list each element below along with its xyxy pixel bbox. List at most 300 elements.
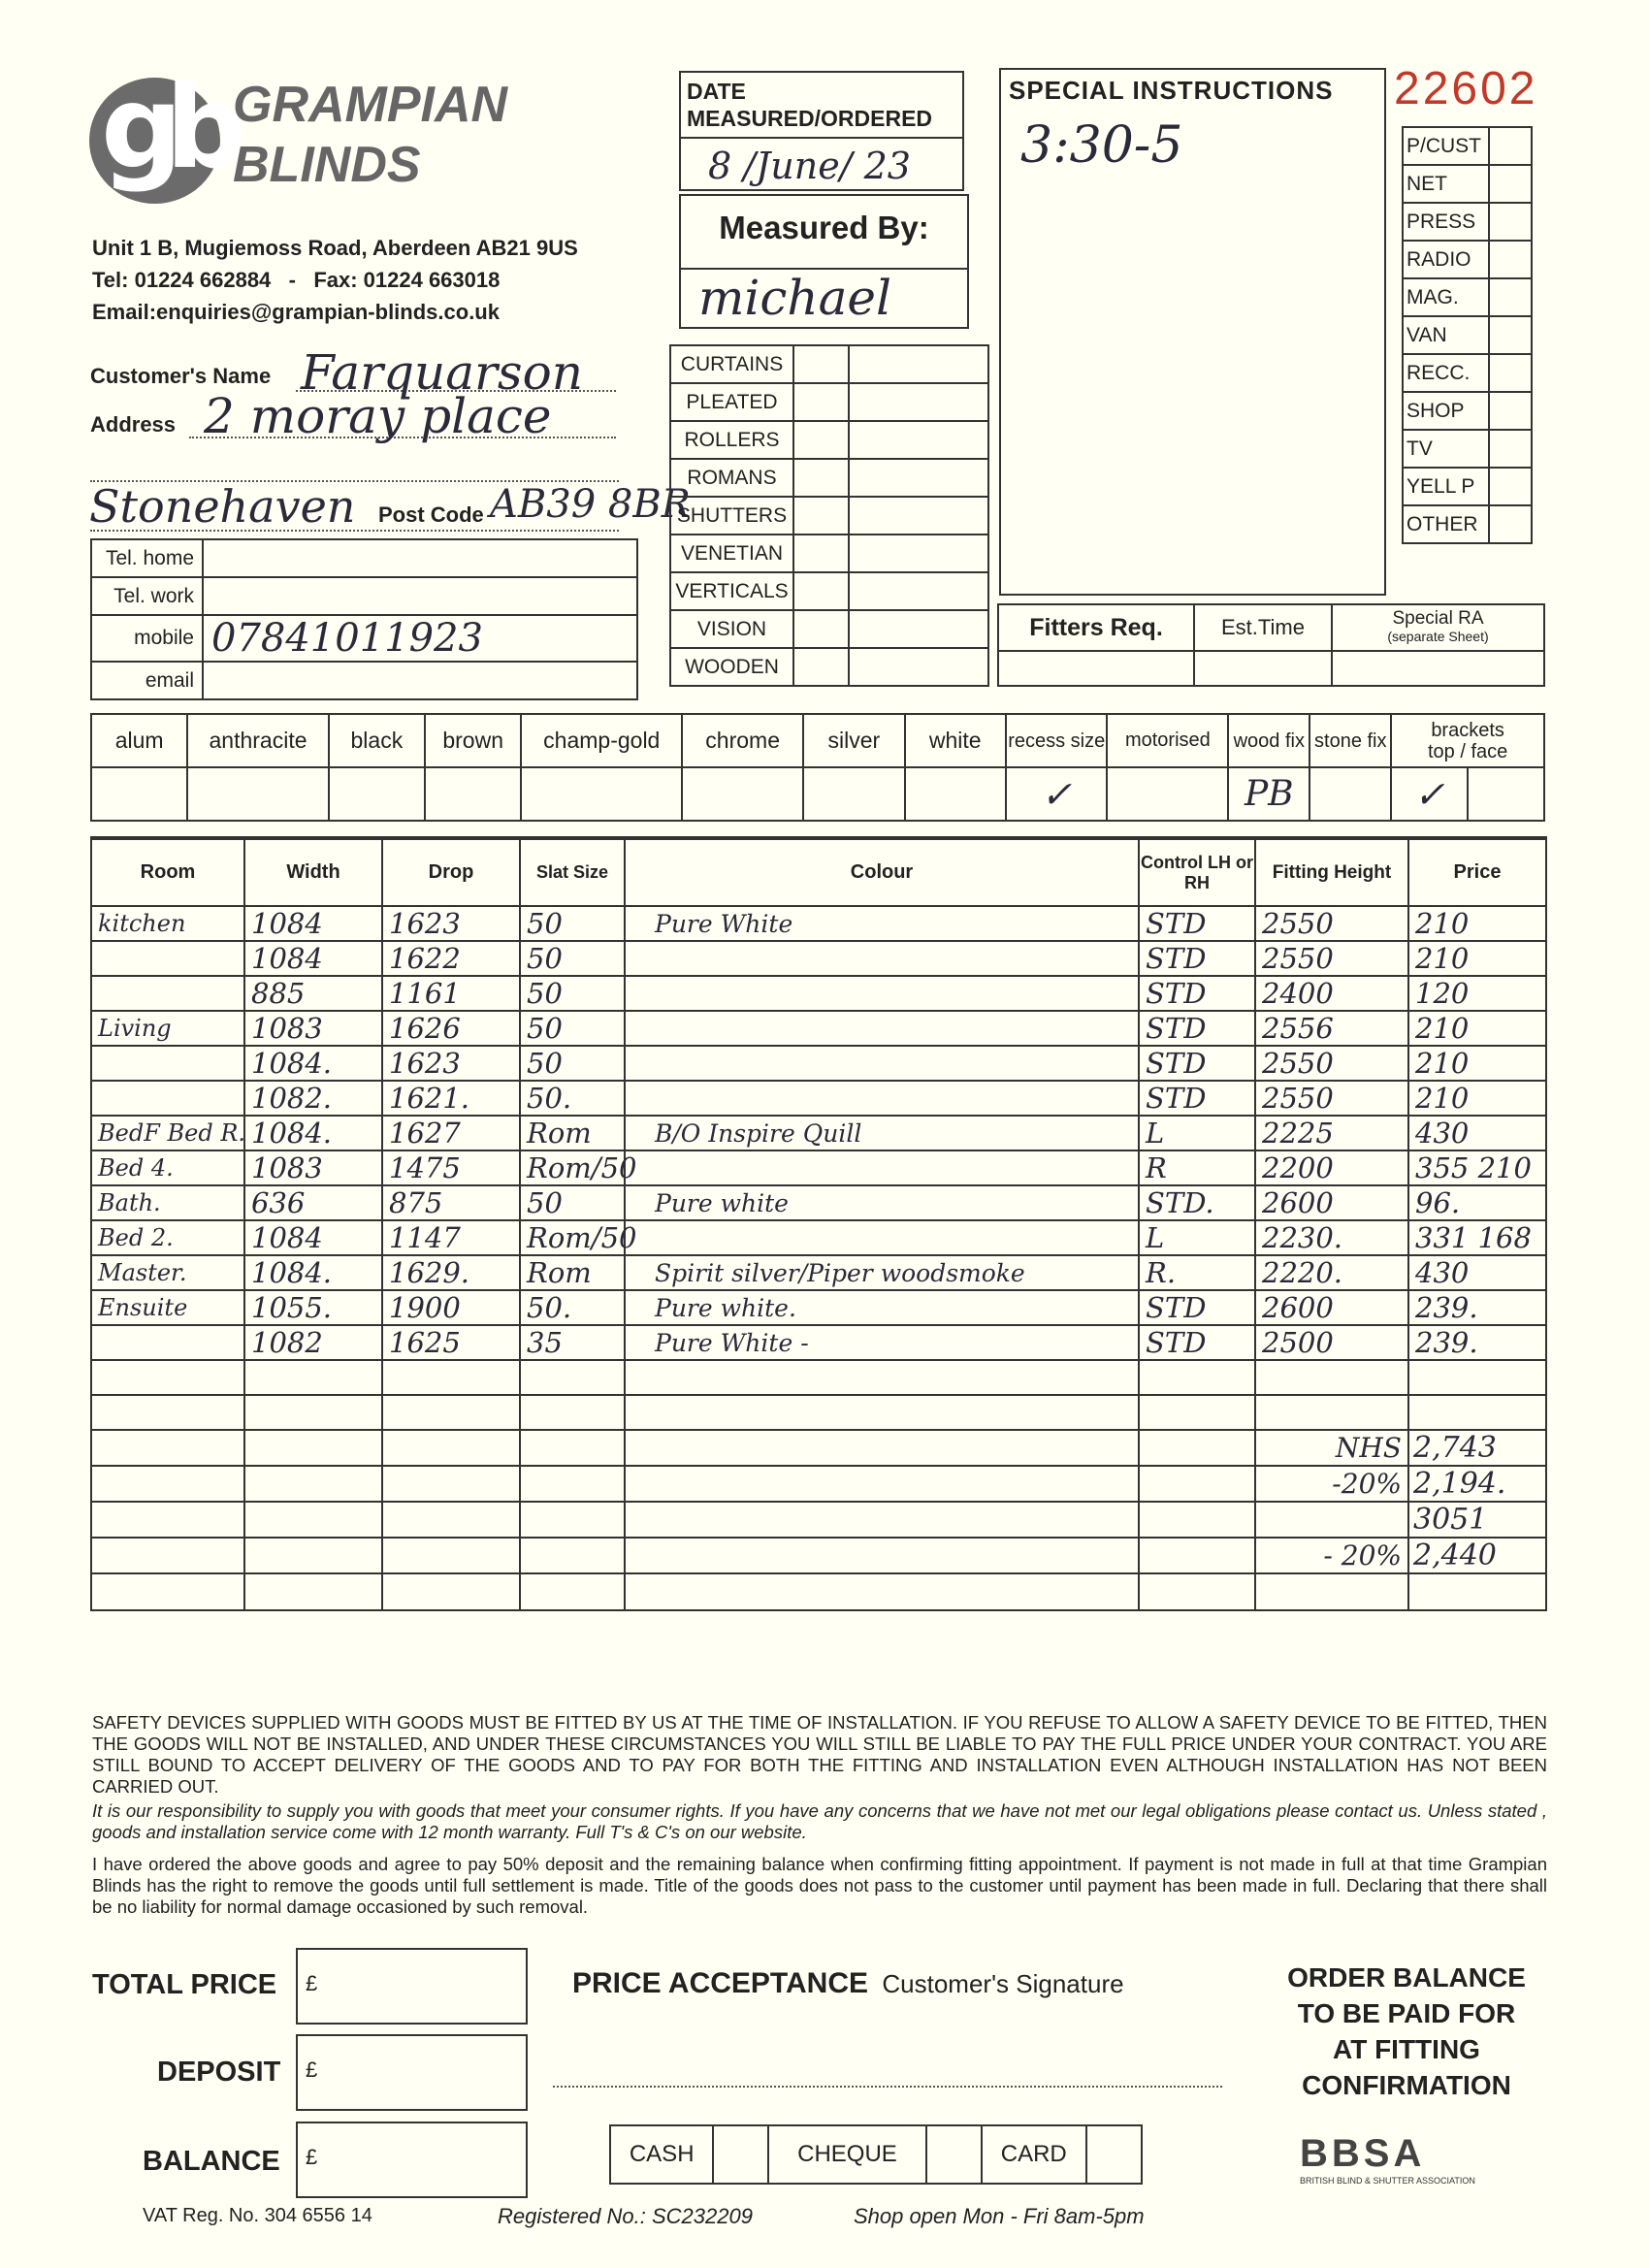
phone-label: Tel. home xyxy=(91,539,203,577)
phone-label: email xyxy=(91,662,203,699)
cell-room xyxy=(91,1081,244,1116)
price-acceptance-sub: Customer's Signature xyxy=(882,1969,1124,1998)
cell-price: 239. xyxy=(1408,1325,1546,1360)
cell-slat: 50 xyxy=(520,906,625,941)
measured-by-value: michael xyxy=(698,270,891,326)
legal-deposit: I have ordered the above goods and agree to pay 50% deposit and the remaining balance when confirming fitting appointment. If payment is not made in full at that time Grampian Blinds has the right to remove the goods until full settlement is made. Title of the goods does not pass to the customer until payment has been made in full. Declaring that there shall be no liability for normal damage occasioned by such removal. xyxy=(92,1854,1547,1917)
cell-price: 331 168 xyxy=(1408,1220,1546,1255)
cell-room: kitchen xyxy=(91,906,244,941)
cell-room xyxy=(91,941,244,976)
blank-cell xyxy=(91,1395,244,1430)
blank-cell xyxy=(382,1573,520,1610)
cell-width: 1084 xyxy=(244,941,382,976)
fitting-header: Fitting Height xyxy=(1255,838,1408,906)
summary-value: 2,194. xyxy=(1408,1466,1546,1502)
legal-consumer: It is our responsibility to supply you with goods that meet your consumer rights. If you have any concerns that we have not met our legal obligations please contact us. Unless stated , goods and installation service come with 12 month warranty. Full T's & C's on our website. xyxy=(92,1800,1547,1842)
summary-label: NHS xyxy=(1255,1430,1408,1466)
cell-price: 210 xyxy=(1408,941,1546,976)
balance-box xyxy=(296,2122,528,2198)
payment-checkbox[interactable] xyxy=(926,2125,982,2184)
blank-cell xyxy=(1255,1360,1408,1395)
company-phones xyxy=(92,268,500,293)
source-label: RECC. xyxy=(1403,354,1489,392)
cell-drop: 1622 xyxy=(382,941,520,976)
shop-hours: Shop open Mon - Fri 8am-5pm xyxy=(854,2204,1145,2228)
cell-room: Living xyxy=(91,1011,244,1046)
cell-price: 210 xyxy=(1408,1011,1546,1046)
logo-letters: gb xyxy=(101,60,230,194)
company-name-line2: BLINDS xyxy=(233,137,421,193)
source-label: OTHER xyxy=(1403,505,1489,543)
recess-size-value: ✓ xyxy=(1006,767,1107,821)
price-header: Price xyxy=(1408,838,1546,906)
cell-price: 210 xyxy=(1408,1046,1546,1081)
cell-slat: 35 xyxy=(520,1325,625,1360)
cell-width: 1084. xyxy=(244,1116,382,1150)
cell-drop: 1627 xyxy=(382,1116,520,1150)
motorised-header: motorised xyxy=(1107,714,1228,767)
special-ra-value xyxy=(1332,651,1544,686)
payment-checkbox[interactable] xyxy=(713,2125,768,2184)
cell-control: L xyxy=(1139,1220,1255,1255)
blank-cell xyxy=(1139,1395,1255,1430)
source-checkbox xyxy=(1489,165,1532,203)
source-checkbox xyxy=(1489,392,1532,430)
cell-colour: Pure white xyxy=(625,1185,1139,1220)
blank-cell xyxy=(520,1502,625,1538)
balance-currency: £ xyxy=(306,2145,318,2169)
source-checkbox xyxy=(1489,354,1532,392)
company-logo xyxy=(89,60,235,204)
blank-cell xyxy=(625,1573,1139,1610)
cell-slat: 50. xyxy=(520,1081,625,1116)
est-time-value xyxy=(1194,651,1332,686)
blank-cell xyxy=(91,1360,244,1395)
source-checkbox xyxy=(1489,316,1532,354)
cell-height: 2200 xyxy=(1255,1150,1408,1185)
est-time-label: Est.Time xyxy=(1194,604,1332,651)
cell-control: STD xyxy=(1139,976,1255,1011)
recess-size-header: recess size xyxy=(1006,714,1107,767)
measured-by-label: Measured By: xyxy=(719,210,929,245)
blank-cell xyxy=(1139,1538,1255,1573)
cell-height: 2225 xyxy=(1255,1116,1408,1150)
colour-option-value xyxy=(187,767,328,821)
blank-cell xyxy=(382,1430,520,1466)
cell-drop: 1626 xyxy=(382,1011,520,1046)
cell-control: L xyxy=(1139,1116,1255,1150)
cell-height: 2230. xyxy=(1255,1220,1408,1255)
blank-cell xyxy=(625,1466,1139,1502)
blank-cell xyxy=(244,1502,382,1538)
colour-options-table xyxy=(90,713,1545,822)
blank-cell xyxy=(520,1573,625,1610)
cell-control: R. xyxy=(1139,1255,1255,1290)
product-notes xyxy=(849,648,988,686)
colour-option-champ-gold: champ-gold xyxy=(521,714,682,767)
blank-cell xyxy=(244,1430,382,1466)
cell-height: 2556 xyxy=(1255,1011,1408,1046)
order-balance-line: CONFIRMATION xyxy=(1302,2070,1511,2100)
colour-option-white: white xyxy=(905,714,1006,767)
total-currency: £ xyxy=(306,1971,318,1995)
price-acceptance-title: PRICE ACCEPTANCE xyxy=(572,1967,869,1999)
summary-value: 2,440 xyxy=(1408,1538,1546,1573)
cell-height: 2600 xyxy=(1255,1290,1408,1325)
payment-cash: CASH xyxy=(610,2125,713,2184)
product-label: ROLLERS xyxy=(670,421,793,459)
cell-drop: 1625 xyxy=(382,1325,520,1360)
brackets-face-value xyxy=(1468,767,1544,821)
source-label: TV xyxy=(1403,430,1489,468)
cell-room: Bed 4. xyxy=(91,1150,244,1185)
cell-room: Master. xyxy=(91,1255,244,1290)
price-acceptance xyxy=(572,1967,1124,2000)
cell-drop: 1900 xyxy=(382,1290,520,1325)
blank-cell xyxy=(1139,1360,1255,1395)
stone-fix-value xyxy=(1310,767,1391,821)
total-price-label: TOTAL PRICE xyxy=(92,1969,277,2000)
cell-slat: 50 xyxy=(520,941,625,976)
cell-colour xyxy=(625,976,1139,1011)
source-checkbox xyxy=(1489,430,1532,468)
order-table xyxy=(90,836,1547,1611)
cell-width: 1083 xyxy=(244,1011,382,1046)
blank-cell xyxy=(1139,1573,1255,1610)
product-notes xyxy=(849,345,988,383)
cell-height: 2550 xyxy=(1255,1046,1408,1081)
colour-option-chrome: chrome xyxy=(682,714,803,767)
cell-drop: 1621. xyxy=(382,1081,520,1116)
cell-control: STD xyxy=(1139,1290,1255,1325)
cell-width: 885 xyxy=(244,976,382,1011)
cell-control: STD xyxy=(1139,1011,1255,1046)
cell-price: 120 xyxy=(1408,976,1546,1011)
summary-label xyxy=(1255,1502,1408,1538)
source-label: PRESS xyxy=(1403,203,1489,241)
source-label: VAN xyxy=(1403,316,1489,354)
cell-drop: 1161 xyxy=(382,976,520,1011)
product-qty xyxy=(793,497,849,535)
vat-number: VAT Reg. No. 304 6556 14 xyxy=(143,2205,372,2226)
product-notes xyxy=(849,421,988,459)
brackets-face: face xyxy=(1471,740,1508,762)
cell-control: STD. xyxy=(1139,1185,1255,1220)
wood-fix-header: wood fix xyxy=(1228,714,1310,767)
blank-cell xyxy=(91,1430,244,1466)
colour-option-value xyxy=(905,767,1006,821)
cell-room: Bed 2. xyxy=(91,1220,244,1255)
room-header: Room xyxy=(91,838,244,906)
blank-cell xyxy=(1139,1466,1255,1502)
cell-colour xyxy=(625,1081,1139,1116)
source-label: P/CUST xyxy=(1403,127,1489,165)
cell-colour: Pure White - xyxy=(625,1325,1139,1360)
cell-height: 2500 xyxy=(1255,1325,1408,1360)
brackets-top: top xyxy=(1427,740,1455,762)
bbsa-text: BBSA xyxy=(1300,2132,1426,2175)
company-fax: Fax: 01224 663018 xyxy=(313,268,501,292)
fitters-value xyxy=(998,651,1194,686)
phone-label: Tel. work xyxy=(91,577,203,615)
cell-drop: 875 xyxy=(382,1185,520,1220)
fitters-table xyxy=(997,603,1545,687)
order-balance-line: TO BE PAID FOR xyxy=(1297,1998,1516,2028)
cell-width: 1082. xyxy=(244,1081,382,1116)
cell-width: 636 xyxy=(244,1185,382,1220)
special-ra-cell xyxy=(1332,604,1544,651)
cell-height: 2550 xyxy=(1255,1081,1408,1116)
balance-label: BALANCE xyxy=(143,2146,280,2177)
blank-cell xyxy=(244,1395,382,1430)
cell-price: 430 xyxy=(1408,1116,1546,1150)
bbsa-sub: BRITISH BLIND & SHUTTER ASSOCIATION xyxy=(1300,2176,1475,2186)
date-label-1: DATE xyxy=(687,79,746,104)
products-table xyxy=(669,344,989,687)
blank-cell xyxy=(520,1538,625,1573)
cell-slat: 50 xyxy=(520,1185,625,1220)
source-checkbox xyxy=(1489,241,1532,278)
source-label: YELL P xyxy=(1403,468,1489,505)
bbsa-logo xyxy=(1300,2132,1533,2186)
signature-line[interactable] xyxy=(553,2086,1222,2088)
source-label: NET xyxy=(1403,165,1489,203)
cell-price: 96. xyxy=(1408,1185,1546,1220)
measured-by-box xyxy=(679,194,969,329)
cell-slat: 50 xyxy=(520,1011,625,1046)
town-value: Stonehaven xyxy=(89,480,356,533)
blank-cell xyxy=(1408,1573,1546,1610)
product-qty xyxy=(793,383,849,421)
product-notes xyxy=(849,610,988,648)
cell-price: 210 xyxy=(1408,1081,1546,1116)
deposit-label: DEPOSIT xyxy=(157,2057,281,2088)
product-qty xyxy=(793,648,849,686)
cell-height: 2600 xyxy=(1255,1185,1408,1220)
cell-drop: 1629. xyxy=(382,1255,520,1290)
blank-cell xyxy=(244,1573,382,1610)
cell-price: 210 xyxy=(1408,906,1546,941)
customer-name-label: Customer's Name xyxy=(90,364,272,388)
phone-value xyxy=(203,662,637,699)
cell-colour: Pure white. xyxy=(625,1290,1139,1325)
colour-option-silver: silver xyxy=(803,714,904,767)
motorised-value xyxy=(1107,767,1228,821)
blank-cell xyxy=(91,1466,244,1502)
payment-card: CARD xyxy=(982,2125,1086,2184)
cell-price: 239. xyxy=(1408,1290,1546,1325)
blank-cell xyxy=(1255,1395,1408,1430)
postcode-label: Post Code xyxy=(378,502,484,527)
blank-cell xyxy=(1139,1502,1255,1538)
product-qty xyxy=(793,535,849,572)
cell-width: 1084. xyxy=(244,1255,382,1290)
cell-drop: 1623 xyxy=(382,906,520,941)
blank-cell xyxy=(520,1430,625,1466)
blank-cell xyxy=(382,1360,520,1395)
company-tel: Tel: 01224 662884 xyxy=(92,268,272,292)
source-label: SHOP xyxy=(1403,392,1489,430)
address-value: 2 moray place xyxy=(204,388,552,444)
blank-cell xyxy=(1408,1395,1546,1430)
cell-control: STD xyxy=(1139,1081,1255,1116)
colour-option-value xyxy=(803,767,904,821)
blank-cell xyxy=(625,1502,1139,1538)
blank-cell xyxy=(1139,1430,1255,1466)
postcode-value: AB39 8BR xyxy=(490,482,691,527)
blank-cell xyxy=(520,1360,625,1395)
cell-room xyxy=(91,1325,244,1360)
source-label: RADIO xyxy=(1403,241,1489,278)
product-notes xyxy=(849,459,988,497)
cell-price: 355 210 xyxy=(1408,1150,1546,1185)
cell-room xyxy=(91,1046,244,1081)
blank-cell xyxy=(382,1538,520,1573)
width-header: Width xyxy=(244,838,382,906)
blank-cell xyxy=(382,1502,520,1538)
colour-option-black: black xyxy=(329,714,425,767)
special-instructions-box xyxy=(999,68,1386,596)
company-name-line1: GRAMPIAN xyxy=(233,77,508,133)
blank-cell xyxy=(625,1395,1139,1430)
legal-safety: SAFETY DEVICES SUPPLIED WITH GOODS MUST BE FITTED BY US AT THE TIME OF INSTALLATION. IF YOU REFUSE TO ALLOW A SAFETY DEVICE TO BE FITTED, THEN THE GOODS WILL NOT BE INSTALLED, AND UNDER THESE CIRCUMSTANCES YOU WILL STILL BE LIABLE TO PAY THE FULL PRICE UNDER YOUR CONTRACT. YOU ARE STILL BOUND TO ACCEPT DELIVERY OF THE GOODS AND TO PAY FOR BOTH THE FITTING AND INSTALLATION EVEN ALTHOUGH INSTALLATION HAS NOT BEEN CARRIED OUT. xyxy=(92,1712,1547,1797)
colour-option-brown: brown xyxy=(425,714,521,767)
brackets-header: brackets top / face xyxy=(1391,714,1544,767)
cell-room: Ensuite xyxy=(91,1290,244,1325)
product-label: VENETIAN xyxy=(670,535,793,572)
customer-name-value: Farquarson xyxy=(301,344,583,401)
cell-colour: B/O Inspire Quill xyxy=(625,1116,1139,1150)
cell-slat: Rom/50 xyxy=(520,1220,625,1255)
product-label: VISION xyxy=(670,610,793,648)
payment-table xyxy=(609,2124,1143,2185)
date-box xyxy=(679,71,964,191)
source-table xyxy=(1402,126,1533,544)
cell-colour xyxy=(625,941,1139,976)
blank-cell xyxy=(91,1573,244,1610)
brackets-label: brackets xyxy=(1431,719,1504,741)
blank-cell xyxy=(244,1538,382,1573)
cell-room xyxy=(91,976,244,1011)
source-checkbox xyxy=(1489,127,1532,165)
cell-width: 1083 xyxy=(244,1150,382,1185)
cell-control: STD xyxy=(1139,906,1255,941)
payment-cheque: CHEQUE xyxy=(768,2125,925,2184)
company-email: Email:enquiries@grampian-blinds.co.uk xyxy=(92,300,500,324)
cell-slat: 50 xyxy=(520,976,625,1011)
product-notes xyxy=(849,535,988,572)
phone-label: mobile xyxy=(91,615,203,662)
product-notes xyxy=(849,497,988,535)
brackets-top-value: ✓ xyxy=(1391,767,1468,821)
blank-cell xyxy=(382,1395,520,1430)
cell-drop: 1147 xyxy=(382,1220,520,1255)
cell-room: Bath. xyxy=(91,1185,244,1220)
blank-cell xyxy=(1408,1360,1546,1395)
cell-colour xyxy=(625,1220,1139,1255)
summary-value: 3051 xyxy=(1408,1502,1546,1538)
product-label: SHUTTERS xyxy=(670,497,793,535)
order-balance-notice xyxy=(1246,1960,1567,2103)
source-checkbox xyxy=(1489,278,1532,316)
deposit-box xyxy=(296,2034,528,2111)
product-qty xyxy=(793,459,849,497)
cell-room: BedF Bed R. xyxy=(91,1116,244,1150)
blank-cell xyxy=(520,1395,625,1430)
fitters-label: Fitters Req. xyxy=(998,604,1194,651)
product-label: ROMANS xyxy=(670,459,793,497)
date-label-2: MEASURED/ORDERED xyxy=(687,106,933,131)
cell-height: 2400 xyxy=(1255,976,1408,1011)
cell-height: 2550 xyxy=(1255,941,1408,976)
slat-header: Slat Size xyxy=(520,838,625,906)
colour-option-value xyxy=(682,767,803,821)
cell-height: 2220. xyxy=(1255,1255,1408,1290)
blank-cell xyxy=(244,1466,382,1502)
date-value: 8 /June/ 23 xyxy=(708,145,911,187)
cell-control: R xyxy=(1139,1150,1255,1185)
colour-option-value xyxy=(425,767,521,821)
source-checkbox xyxy=(1489,203,1532,241)
phone-value: 07841011923 xyxy=(203,615,637,662)
cell-colour xyxy=(625,1046,1139,1081)
special-ra-label: Special RA xyxy=(1392,608,1484,629)
cell-slat: Rom xyxy=(520,1116,625,1150)
product-label: VERTICALS xyxy=(670,572,793,610)
control-header: Control LH or RH xyxy=(1139,838,1255,906)
cell-width: 1084 xyxy=(244,906,382,941)
company-address: Unit 1 B, Mugiemoss Road, Aberdeen AB21 9US xyxy=(92,236,578,260)
cell-colour xyxy=(625,1150,1139,1185)
stone-fix-header: stone fix xyxy=(1310,714,1391,767)
drop-header: Drop xyxy=(382,838,520,906)
cell-drop: 1623 xyxy=(382,1046,520,1081)
cell-width: 1082 xyxy=(244,1325,382,1360)
colour-option-value xyxy=(329,767,425,821)
product-qty xyxy=(793,572,849,610)
blank-cell xyxy=(520,1466,625,1502)
product-notes xyxy=(849,572,988,610)
product-qty xyxy=(793,610,849,648)
summary-label: - 20% xyxy=(1255,1538,1408,1573)
cell-width: 1084. xyxy=(244,1046,382,1081)
colour-header: Colour xyxy=(625,838,1139,906)
cell-control: STD xyxy=(1139,1325,1255,1360)
special-ra-sub: (separate Sheet) xyxy=(1387,629,1489,644)
product-label: WOODEN xyxy=(670,648,793,686)
cell-colour xyxy=(625,1011,1139,1046)
cell-colour: Spirit silver/Piper woodsmoke xyxy=(625,1255,1139,1290)
blank-cell xyxy=(244,1360,382,1395)
total-price-box xyxy=(296,1948,528,2025)
source-label: MAG. xyxy=(1403,278,1489,316)
blank-cell xyxy=(91,1502,244,1538)
deposit-currency: £ xyxy=(306,2057,318,2082)
cell-width: 1055. xyxy=(244,1290,382,1325)
product-qty xyxy=(793,421,849,459)
cell-colour: Pure White xyxy=(625,906,1139,941)
cell-price: 430 xyxy=(1408,1255,1546,1290)
product-notes xyxy=(849,383,988,421)
cell-slat: Rom xyxy=(520,1255,625,1290)
payment-checkbox[interactable] xyxy=(1086,2125,1142,2184)
registered-number: Registered No.: SC232209 xyxy=(498,2204,753,2228)
order-balance-line: AT FITTING xyxy=(1333,2034,1480,2064)
order-balance-line: ORDER BALANCE xyxy=(1287,1962,1526,1993)
phone-value xyxy=(203,539,637,577)
cell-width: 1084 xyxy=(244,1220,382,1255)
blank-cell xyxy=(91,1538,244,1573)
